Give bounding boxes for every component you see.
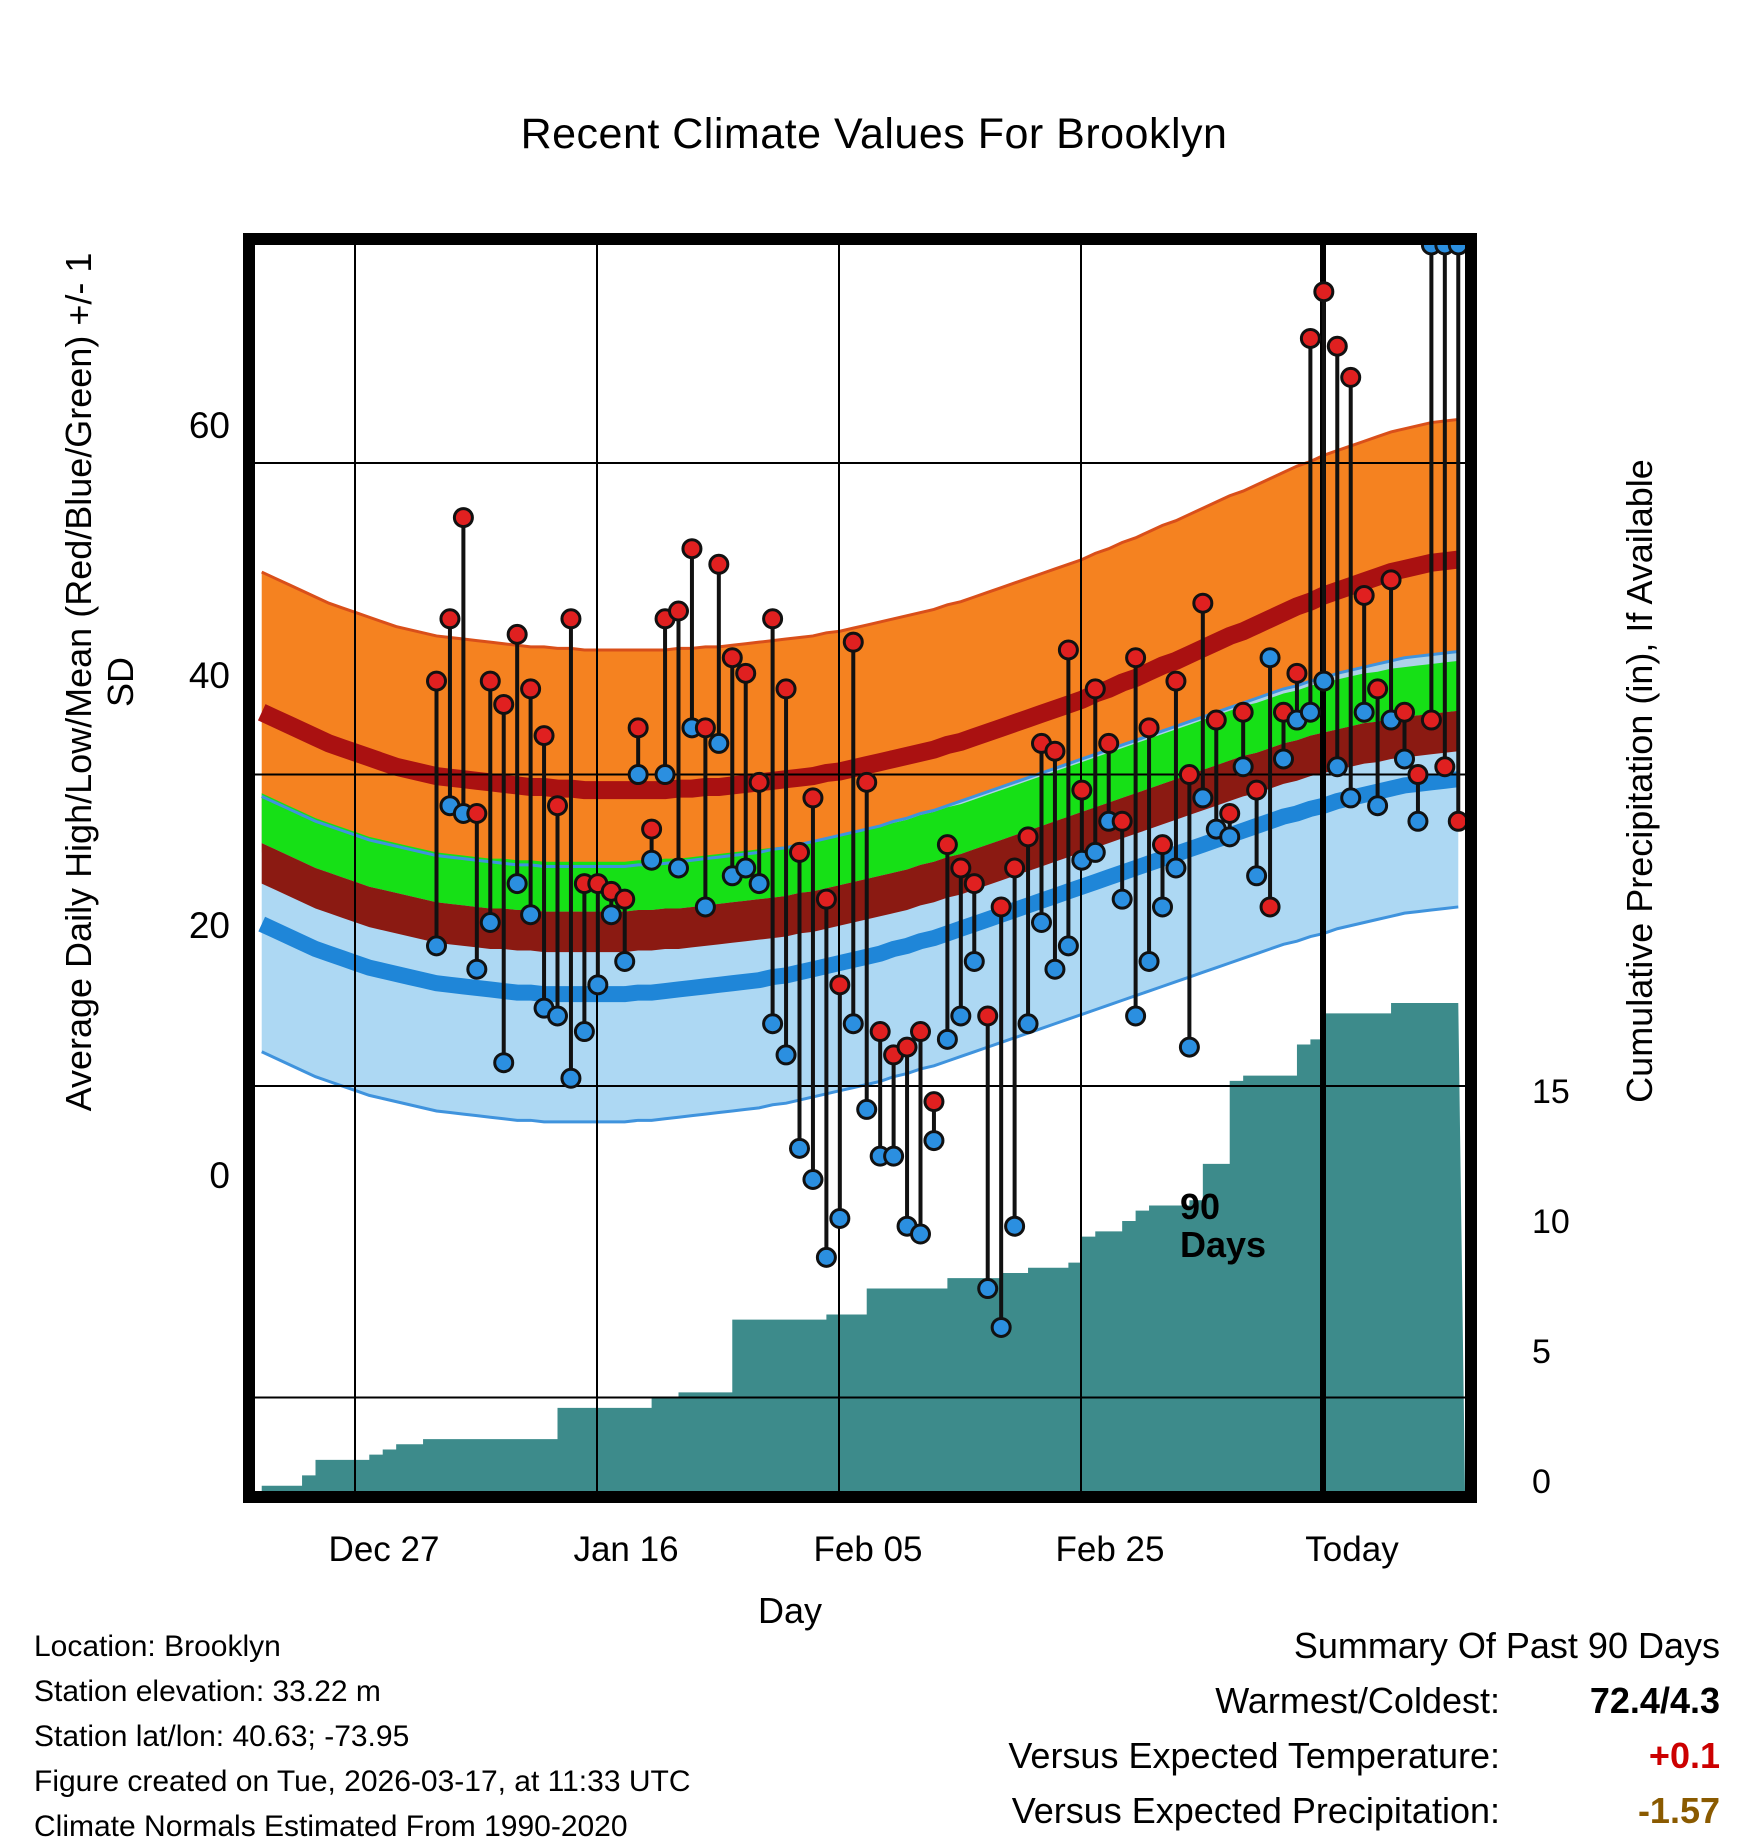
footer-normals: Climate Normals Estimated From 1990-2020: [34, 1810, 628, 1843]
page-title: Recent Climate Values For Brooklyn: [520, 110, 1228, 158]
x-axis-label: Day: [757, 1590, 823, 1631]
footer-latlon: Station lat/lon: 40.63; -73.95: [34, 1720, 410, 1753]
y-tick-left-0: 60: [188, 405, 230, 446]
y-tick-right-2: 5: [1532, 1333, 1551, 1371]
x-tick-4: Today: [1305, 1530, 1399, 1569]
x-tick-1: Jan 16: [573, 1530, 679, 1569]
y-tick-right-1: 10: [1532, 1203, 1570, 1241]
today-marker-line2: Days: [1180, 1223, 1267, 1265]
footer-created: Figure created on Tue, 2026-03-17, at 11:33 UTC: [34, 1765, 691, 1798]
summary-heading: Summary Of Past 90 Days: [1293, 1625, 1720, 1666]
y-tick-left-3: 0: [209, 1155, 230, 1196]
x-tick-0: Dec 27: [328, 1530, 440, 1569]
x-tick-2: Feb 05: [813, 1530, 923, 1569]
footer-location: Location: Brooklyn: [34, 1630, 281, 1663]
today-marker-label: [1180, 1188, 1266, 1264]
summary-row-1-value: +0.1: [1648, 1735, 1720, 1776]
summary-row-2-value: -1.57: [1637, 1790, 1720, 1831]
climate-plot: [255, 245, 1465, 1491]
x-tick-3: Feb 25: [1055, 1530, 1165, 1569]
y-axis-label-right: Cumulative Precipitation (in), If Available: [1619, 459, 1660, 1103]
y-tick-left-2: 20: [188, 905, 230, 946]
y-tick-right-0: 15: [1532, 1073, 1570, 1111]
summary-row-0-label: Warmest/Coldest:: [1215, 1680, 1500, 1721]
today-marker-line1: 90: [1180, 1186, 1221, 1227]
y-tick-right-3: 0: [1532, 1463, 1551, 1501]
y-tick-left-1: 40: [188, 655, 230, 696]
plot-area[interactable]: [243, 233, 1477, 1503]
summary-row-1-label: Versus Expected Temperature:: [1008, 1735, 1500, 1776]
y-axis-label-left: Average Daily High/Low/Mean (Red/Blue/Green) +/- 1 SD: [58, 252, 141, 1112]
footer-elevation: Station elevation: 33.22 m: [34, 1675, 381, 1708]
summary-row-0-value: 72.4/4.3: [1589, 1680, 1720, 1721]
summary-row-2-label: Versus Expected Precipitation:: [1011, 1790, 1500, 1831]
